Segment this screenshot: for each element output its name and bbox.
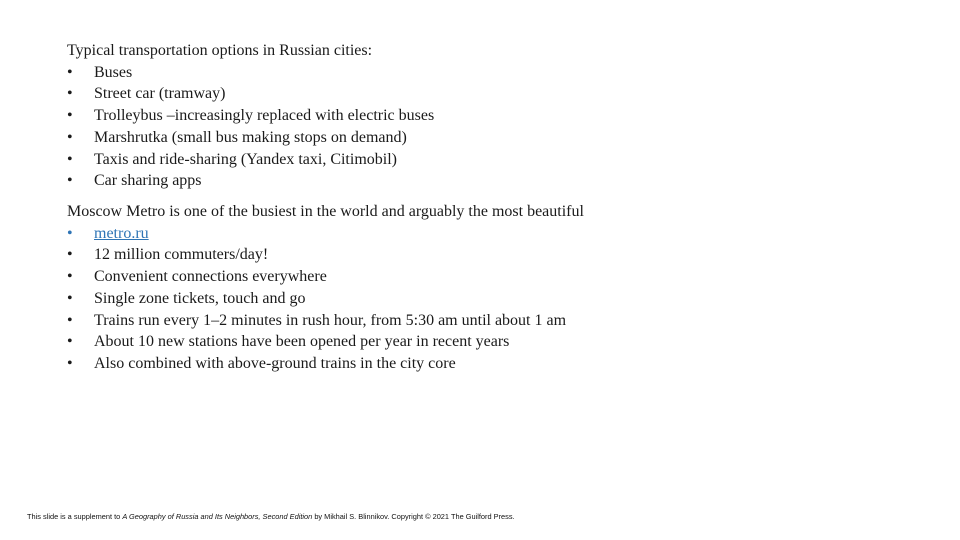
list-item	[67, 244, 927, 266]
transport-options-list	[67, 62, 927, 192]
list-item	[67, 149, 927, 171]
bullet-icon: •	[67, 85, 73, 103]
footer-suffix: by Mikhail S. Blinnikov. Copyright © 2021 The Guilford Press.	[312, 512, 515, 521]
bullet-icon: •	[67, 128, 73, 146]
transport-options-section	[67, 40, 927, 192]
moscow-metro-heading: Moscow Metro is one of the busiest in the world and arguably the most beautiful	[67, 203, 584, 220]
list-item-text: Street car (tramway)	[94, 85, 226, 103]
list-item	[67, 223, 927, 245]
list-item-text: About 10 new stations have been opened per year in recent years	[94, 333, 510, 351]
list-item	[67, 288, 927, 310]
list-item-text: Convenient connections everywhere	[94, 268, 327, 286]
list-item-text: Also combined with above-ground trains in the city core	[94, 354, 456, 372]
list-item	[67, 83, 927, 105]
list-item-text: Car sharing apps	[94, 172, 202, 190]
bullet-icon: •	[67, 246, 73, 264]
bullet-icon: •	[67, 63, 73, 81]
list-item	[67, 310, 927, 332]
metro-ru-link[interactable]: metro.ru	[94, 224, 149, 242]
list-item	[67, 127, 927, 149]
bullet-icon: •	[67, 172, 73, 190]
footer-prefix: This slide is a supplement to	[27, 512, 123, 521]
copyright-footer	[27, 512, 515, 521]
list-item	[67, 170, 927, 192]
bullet-icon: •	[67, 354, 73, 372]
list-item-text: Marshrutka (small bus making stops on demand)	[94, 128, 407, 146]
list-item	[67, 62, 927, 84]
list-item-text: Taxis and ride-sharing (Yandex taxi, Citimobil)	[94, 150, 397, 168]
bullet-icon: •	[67, 268, 73, 286]
list-item-text: Trains run every 1–2 minutes in rush hour, from 5:30 am until about 1 am	[94, 311, 567, 329]
bullet-icon: •	[67, 150, 73, 168]
list-item	[67, 331, 927, 353]
list-item-text: Trolleybus –increasingly replaced with electric buses	[94, 107, 435, 125]
bullet-icon: •	[67, 224, 73, 242]
list-item-text: Buses	[94, 63, 133, 81]
bullet-icon: •	[67, 311, 73, 329]
list-item-text: Single zone tickets, touch and go	[94, 289, 306, 307]
transport-options-heading: Typical transportation options in Russian cities:	[67, 42, 373, 59]
bullet-icon: •	[67, 289, 73, 307]
footer-book-title: A Geography of Russia and Its Neighbors, Second Edition	[122, 512, 313, 521]
list-item	[67, 266, 927, 288]
bullet-icon: •	[67, 107, 73, 125]
list-item	[67, 353, 927, 375]
list-item-text: 12 million commuters/day!	[94, 246, 269, 264]
list-item	[67, 105, 927, 127]
bullet-icon: •	[67, 333, 73, 351]
moscow-metro-section	[67, 201, 927, 375]
moscow-metro-list	[67, 223, 927, 375]
